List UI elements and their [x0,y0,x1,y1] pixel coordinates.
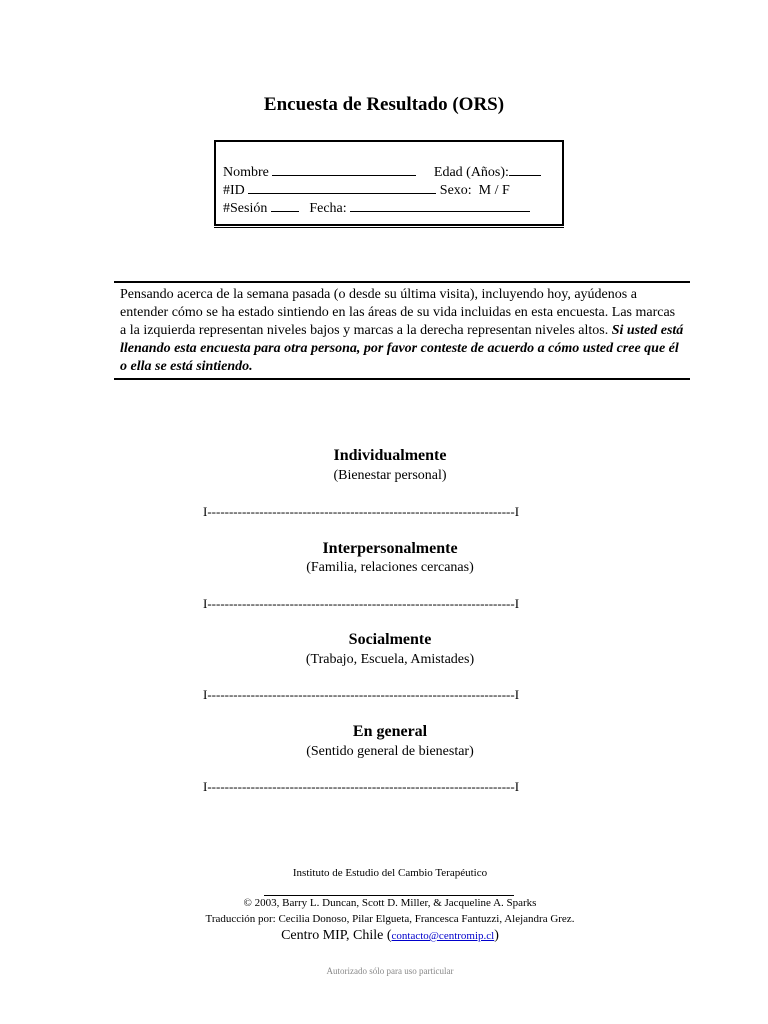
footer-institute: Instituto de Estudio del Cambio Terapéutico [292,867,488,879]
nombre-label: Nombre [223,165,269,180]
fecha-label: Fecha: [309,201,347,216]
footer-centro-close: ) [494,928,499,943]
info-row-3 [223,198,530,218]
instructions-block [114,281,690,380]
rating-scale-individual[interactable]: I-----------------------------------------------------------------------I [203,504,520,519]
client-info-box [214,140,564,226]
footer-email-link[interactable]: contacto@centromip.cl [391,930,495,942]
sexo-label[interactable]: Sexo: M / F [439,183,510,198]
id-field[interactable] [248,180,436,194]
footer-centro-line [0,928,768,944]
section-subtitle-social: (Trabajo, Escuela, Amistades) [305,652,475,667]
footer-note-line [0,965,768,977]
sesion-field[interactable] [271,198,299,212]
section-title-individual: Individualmente [333,447,447,464]
nombre-field[interactable] [272,162,416,176]
footer-centro: Centro MIP, Chile ( [281,928,392,943]
rating-scale-general[interactable]: I-----------------------------------------------------------------------I [203,779,520,794]
section-title-general: En general [352,723,428,740]
section-title-interpersonal: Interpersonalmente [322,540,458,557]
page-title: Encuesta de Resultado (ORS) [263,94,505,115]
section-subtitle-individual: (Bienestar personal) [333,468,447,483]
section-subtitle-interpersonal: (Familia, relaciones cercanas) [306,560,474,575]
footer-copyright: © 2003, Barry L. Duncan, Scott D. Miller, & Jacqueline A. Sparks [243,897,537,909]
edad-label: Edad (Años): [433,165,509,180]
instructions-text: Pensando acerca de la semana pasada (o desde su última visita), incluyendo hoy, ayúdenos a entender cómo se ha estado sintiendo en las áreas de su vida incluidas en esta encuesta. Las marcas a la izquierda representan niveles bajos y marcas a la derecha representan niveles altos. [120,287,676,338]
sesion-label: #Sesión [223,201,268,216]
rating-scale-interpersonal[interactable]: I-----------------------------------------------------------------------I [203,596,520,611]
id-label: #ID [223,183,245,198]
footer-divider [264,895,514,896]
footer-note: Autorizado sólo para uso particular [326,966,454,976]
info-row-2 [223,180,510,200]
rating-scale-social[interactable]: I-----------------------------------------------------------------------I [203,687,520,702]
section-title-social: Socialmente [348,631,432,648]
section-subtitle-general: (Sentido general de bienestar) [306,744,474,759]
instructions-emphasis: Si usted está llenando esta encuesta para otra persona, por favor conteste de acuerdo a cómo usted cree que él o ella se está sintiendo. [120,323,684,374]
info-row-1 [223,162,541,182]
edad-field[interactable] [509,162,541,176]
footer-translation: Traducción por: Cecilia Donoso, Pilar Elgueta, Francesca Fantuzzi, Alejandra Grez. [205,913,575,925]
fecha-field[interactable] [350,198,530,212]
